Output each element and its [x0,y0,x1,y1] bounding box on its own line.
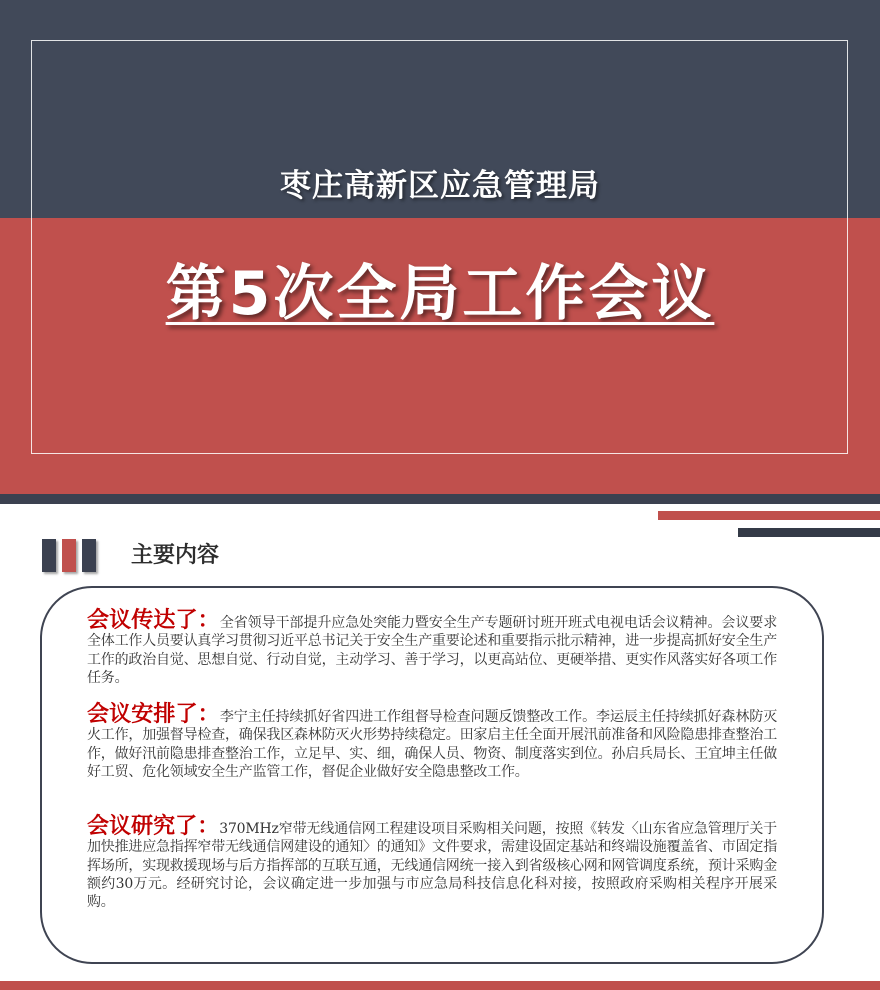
paragraph-text: 全省领导干部提升应急处突能力暨安全生产专题研讨班开班式电视电话会议精神。会议要求全体工作人员要认真学习贯彻习近平总书记关于安全生产重要论述和重要指示批示精神，进一步提高抓好安全生产工作的政治自觉、思想自觉、行动自觉，主动学习、善于学习，以更高站位、更硬举措、更实作风落实好各项工作任务。 [87,615,777,686]
paragraph-heading: 会议研究了： [87,814,220,839]
paragraph-researched [87,814,777,911]
section-title: 主要内容 [131,543,220,568]
decor-stripe-red [658,511,880,520]
paragraph-text: 李宁主任持续抓好省四进工作组督导检查问题反馈整改工作。李运辰主任持续抓好森林防灭火工作，加强督导检查，确保我区森林防灭火形势持续稳定。田家启主任全面开展汛前准备和风险隐患排查整治工作，做好汛前隐患排查整治工作，立足早、实、细，确保人员、物资、制度落实到位。孙启兵局长、王宜坤主任做好工贸、危化领域安全生产监管工作，督促企业做好安全隐患整改工作。 [87,709,777,780]
header-divider-band [0,494,880,504]
paragraph-heading: 会议传达了： [87,608,220,633]
section-marker-bar [62,539,76,572]
organization-name: 枣庄高新区应急管理局 [280,168,600,204]
section-marker-bar [82,539,96,572]
meeting-title [0,246,880,332]
paragraph-arranged [87,702,777,781]
section-marker-bar [42,539,56,572]
paragraph-heading: 会议安排了： [87,702,220,727]
paragraph-conveyed [87,608,777,687]
footer-band [0,981,880,990]
meeting-title-text: 第5次全局工作会议 [165,259,715,329]
section-marker [42,539,126,572]
decor-stripe-dark [738,528,880,537]
paragraph-text: 370MHz窄带无线通信网工程建设项目采购相关问题，按照《转发〈山东省应急管理厅关于加快推进应急指挥窄带无线通信网建设的通知〉的通知》文件要求，需建设固定基站和终端设施覆盖省、市固定指挥场所，实现救援现场与后方指挥部的互联互通，无线通信网统一接入到省级核心网和网管调度系统，预计采购金额约30万元。经研究讨论，会议确定进一步加强与市应急局科技信息化科对接，按照政府采购相关程序开展采购。 [87,821,777,911]
